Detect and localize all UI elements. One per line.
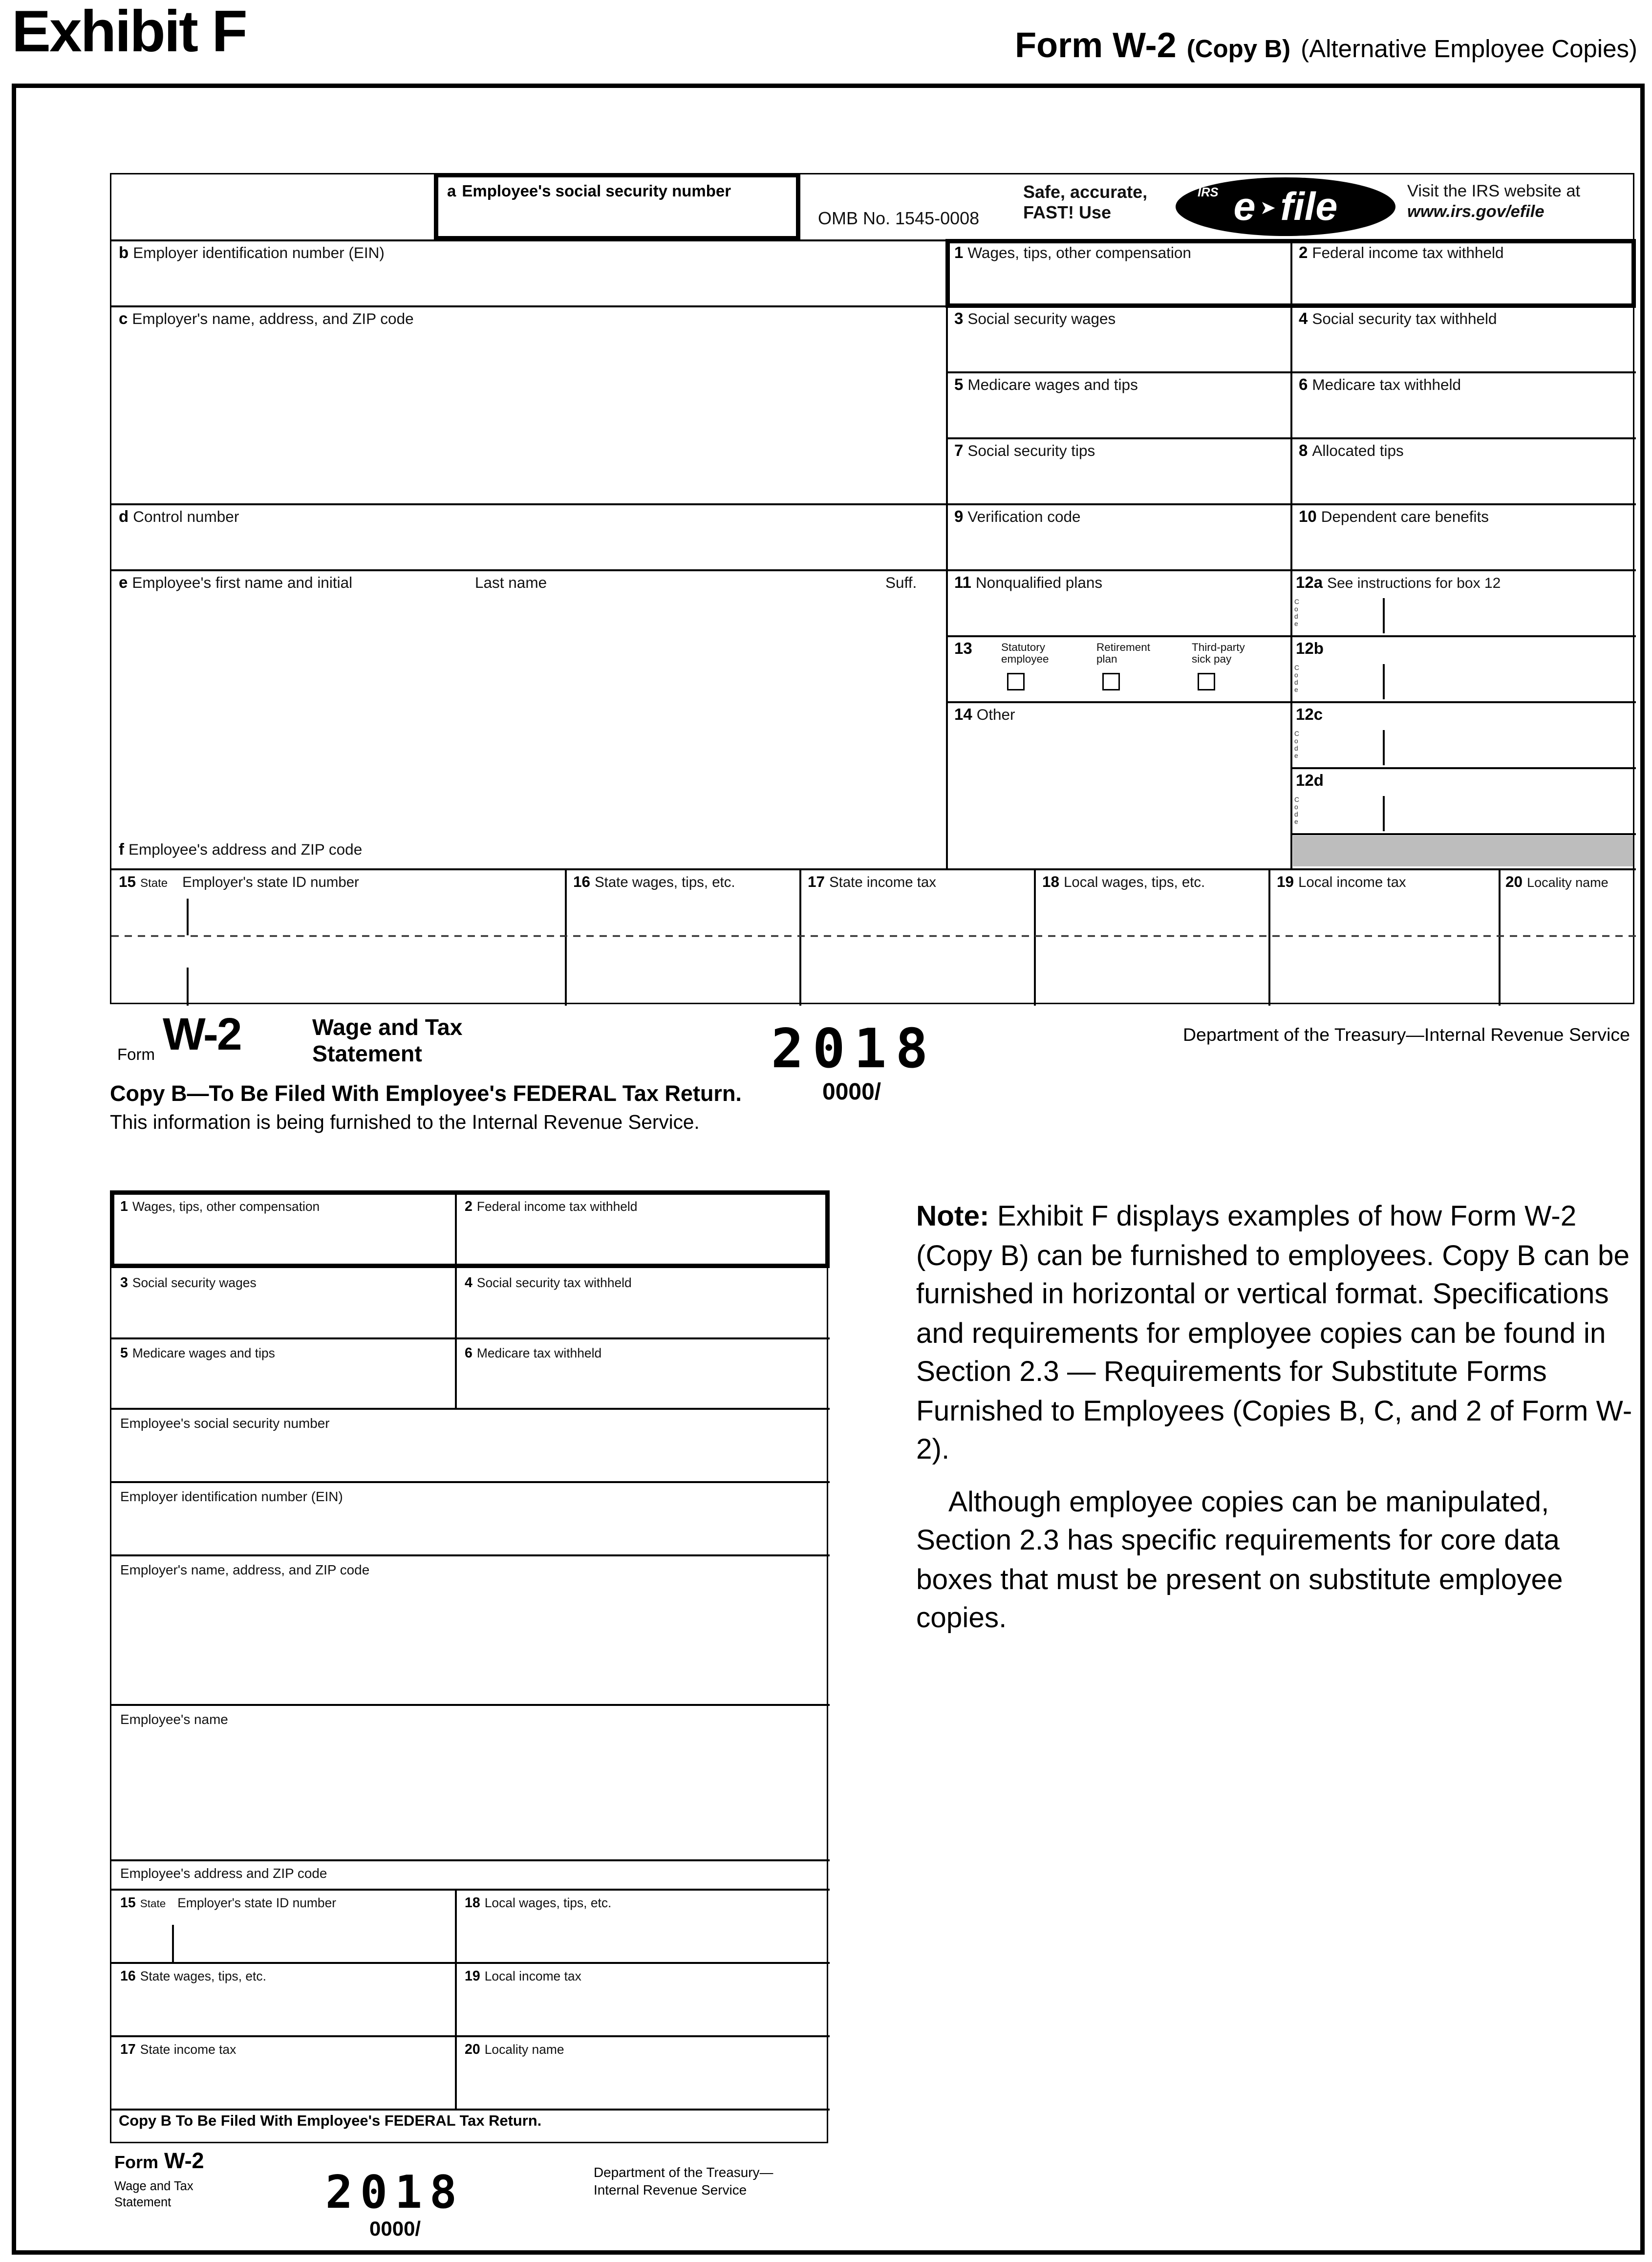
- box-label: Nonqualified plans: [975, 575, 1103, 592]
- box-12a: [1296, 575, 1501, 594]
- box-12c-code-label: C o d e: [1294, 730, 1299, 759]
- box-number: 17: [808, 874, 825, 891]
- box-number: 10: [1299, 509, 1317, 526]
- box-number: 12c: [1296, 707, 1323, 724]
- box-number: 4: [1299, 311, 1308, 328]
- note-text: [916, 1198, 1634, 1638]
- w2-vertical-form: [110, 1190, 828, 2143]
- efile-e: e: [1233, 184, 1256, 228]
- box-6: [465, 1346, 601, 1362]
- box-label: Allocated tips: [1312, 443, 1404, 460]
- retirement-plan-label: Retirement plan: [1096, 641, 1151, 666]
- box-number: 12d: [1296, 773, 1324, 790]
- wage-tax-statement: Wage and Tax Statement: [114, 2178, 193, 2209]
- page-header: [1015, 26, 1637, 67]
- box-label: Local income tax: [484, 1969, 581, 1983]
- visit-line1: Visit the IRS website at: [1407, 183, 1581, 201]
- box-label: Wages, tips, other compensation: [967, 245, 1191, 262]
- box-c-employer: [119, 311, 414, 328]
- copy-b-statement: Copy B—To Be Filed With Employee's FEDERAL Tax Return.: [110, 1082, 742, 1107]
- box-d-control: [119, 509, 239, 526]
- retirement-plan-checkbox: [1102, 673, 1120, 690]
- box-15: [120, 1896, 336, 1912]
- box-label: Federal income tax withheld: [476, 1199, 638, 1214]
- box-18: [1042, 874, 1205, 893]
- box-label: Employee's social security number: [462, 183, 731, 201]
- box-label: Social security tax withheld: [1312, 311, 1497, 328]
- box-6: [1299, 377, 1461, 394]
- box-label: State wages, tips, etc.: [595, 875, 735, 891]
- box-b-ein: [119, 245, 385, 262]
- box-number: 19: [1277, 874, 1294, 891]
- tagline-line2: FAST! Use: [1023, 202, 1112, 223]
- ssn-label: Employee's social security number: [120, 1416, 330, 1431]
- box-number: 12a: [1296, 575, 1323, 592]
- box-15: [119, 874, 359, 893]
- box-label: Locality name: [1527, 875, 1609, 890]
- tax-year: 2018: [325, 2167, 464, 2219]
- employee-address-label: Employee's address and ZIP code: [120, 1866, 327, 1881]
- box-label: See instructions for box 12: [1327, 576, 1501, 592]
- box-letter: e: [119, 575, 128, 592]
- form-word: Form: [117, 1047, 155, 1064]
- omb-number: OMB No. 1545-0008: [818, 208, 980, 229]
- box-12d: [1296, 773, 1328, 790]
- box-7: [954, 443, 1095, 460]
- third-party-sick-pay-checkbox: [1198, 673, 1215, 690]
- box-letter: b: [119, 245, 129, 262]
- box-12d-code-label: C o d e: [1294, 796, 1299, 825]
- box-17: [808, 874, 936, 893]
- box-2: [1299, 245, 1504, 262]
- box-number: 5: [954, 377, 964, 394]
- box-number: 20: [465, 2042, 480, 2058]
- employer-label: Employer's name, address, and ZIP code: [120, 1563, 370, 1577]
- box-number: 18: [465, 1896, 480, 1912]
- statutory-employee-checkbox: [1007, 673, 1025, 690]
- box-label: Employee's address and ZIP code: [129, 841, 363, 859]
- efile-arrow-icon: ➤: [1260, 196, 1276, 218]
- exhibit-title: Exhibit F: [12, 0, 246, 65]
- box-17: [120, 2042, 236, 2058]
- box-14: [954, 707, 1015, 724]
- suffix-label: Suff.: [885, 575, 917, 592]
- last-name-label: Last name: [475, 575, 547, 592]
- box-number: 1: [120, 1199, 128, 1215]
- ein-label: Employer identification number (EIN): [120, 1489, 343, 1504]
- box-number: 16: [573, 874, 591, 891]
- box-12c: [1296, 707, 1327, 724]
- box-label: State wages, tips, etc.: [140, 1969, 266, 1983]
- tagline-line1: Safe, accurate,: [1023, 182, 1148, 202]
- box-number: 18: [1042, 874, 1060, 891]
- box-label: Other: [976, 707, 1015, 724]
- box-19: [465, 1969, 581, 1985]
- irs-url: www.irs.gov/efile: [1407, 203, 1545, 221]
- box-label: State income tax: [829, 875, 937, 891]
- box-5: [954, 377, 1138, 394]
- box-11: [954, 575, 1102, 592]
- box-label: Employer's state ID number: [177, 1896, 337, 1910]
- box-f-address: [119, 841, 362, 859]
- box-label: Medicare tax withheld: [1312, 377, 1461, 394]
- box-label: Local income tax: [1298, 875, 1406, 891]
- irs-logo-text: IRS: [1198, 185, 1219, 199]
- visit-irs-text: [1407, 183, 1580, 223]
- form-grid-lines: [111, 1192, 830, 2145]
- box-label: Employer's name, address, and ZIP code: [132, 311, 414, 328]
- form-w2-mark: W-2: [164, 2149, 204, 2174]
- box-number: 11: [954, 575, 971, 592]
- box-number: 15: [120, 1896, 136, 1912]
- note-paragraph-1: Note: Exhibit F displays examples of how Form W-2 (Copy B) can be furnished to employees. Copy B can be furnished in horizontal or vertical format. Specifications and requirements for employee copies can be found in Section 2.3 — Requirements for Substitute Forms Furnished to Employees (Copies B, C, and 2 of Form W-2).: [916, 1201, 1632, 1466]
- box-label: Federal income tax withheld: [1312, 245, 1504, 262]
- box-number: 16: [120, 1969, 136, 1985]
- cat-number: 0000/: [822, 1080, 881, 1105]
- box-label: Employer's state ID number: [182, 875, 359, 891]
- box-number: 20: [1505, 874, 1523, 891]
- third-party-sick-pay-label: Third-party sick pay: [1192, 641, 1245, 666]
- box-12b: [1296, 641, 1328, 658]
- box-16: [573, 874, 735, 893]
- box-number: 14: [954, 707, 972, 724]
- box-a-ssn: [434, 173, 800, 240]
- box-8: [1299, 443, 1404, 460]
- box-number: 17: [120, 2042, 136, 2058]
- box-letter: a: [447, 183, 456, 201]
- form-w2-mark: W-2: [163, 1009, 241, 1060]
- furnished-statement: This information is being furnished to the Internal Revenue Service.: [110, 1111, 700, 1133]
- box-number: 4: [465, 1275, 472, 1292]
- box-9: [954, 509, 1081, 526]
- box-10: [1299, 509, 1489, 526]
- tax-year: 2018: [771, 1017, 937, 1080]
- box-letter: d: [119, 509, 129, 526]
- box-4: [1299, 311, 1497, 328]
- box-number: 5: [120, 1346, 128, 1362]
- box-number: 8: [1299, 443, 1308, 460]
- box-4: [465, 1275, 632, 1292]
- form-word: Form: [114, 2152, 158, 2173]
- w2-horizontal-form: [110, 173, 1634, 1004]
- box-20: [1505, 874, 1609, 891]
- statutory-employee-label: Statutory employee: [1001, 641, 1049, 666]
- box-label: State income tax: [140, 2042, 236, 2057]
- box-label: Locality name: [484, 2042, 564, 2057]
- treasury-dept-line: Department of the Treasury—Internal Revenue Service: [1182, 1025, 1630, 1045]
- box-16: [120, 1969, 266, 1985]
- copy-b-statement: Copy B To Be Filed With Employee's FEDERAL Tax Return.: [119, 2114, 542, 2130]
- header-form-title: Form W-2: [1015, 26, 1177, 66]
- box-number: 3: [954, 311, 964, 328]
- box-number: 6: [465, 1346, 472, 1362]
- efile-tagline: [1023, 182, 1147, 223]
- box-label: Social security tips: [967, 443, 1095, 460]
- box-3: [120, 1275, 257, 1292]
- box-20: [465, 2042, 564, 2058]
- state-label: State: [140, 1897, 166, 1910]
- treasury-dept-line: Department of the Treasury— Internal Revenue Service: [594, 2165, 773, 2197]
- box-number: 2: [465, 1199, 472, 1215]
- box-number: 15: [119, 874, 136, 891]
- box-number: 3: [120, 1275, 128, 1292]
- box-1: [120, 1199, 320, 1215]
- employee-name-label: Employee's name: [120, 1712, 228, 1727]
- box-number: 2: [1299, 245, 1308, 262]
- box-2: [465, 1199, 637, 1215]
- note-label: Note:: [916, 1201, 989, 1233]
- box-label: Medicare wages and tips: [967, 377, 1138, 394]
- wage-tax-statement: Wage and Tax Statement: [312, 1016, 463, 1067]
- box-number: 1: [954, 245, 964, 262]
- box-label: Local wages, tips, etc.: [1064, 875, 1205, 891]
- box-label: Medicare tax withheld: [476, 1346, 602, 1360]
- box-label: Control number: [133, 509, 239, 526]
- box-number: 12b: [1296, 641, 1324, 658]
- box-label: Dependent care benefits: [1321, 509, 1489, 526]
- box-3: [954, 311, 1116, 328]
- box-label: Social security wages: [967, 311, 1116, 328]
- box-1: [954, 245, 1191, 262]
- header-alt-label: (Alternative Employee Copies): [1301, 35, 1637, 63]
- box-label: Wages, tips, other compensation: [132, 1199, 320, 1214]
- box-e-name: [119, 575, 352, 592]
- efile-file: file: [1280, 184, 1338, 228]
- box-number: 19: [465, 1969, 480, 1985]
- box-19: [1277, 874, 1406, 893]
- box-12a-code-label: C o d e: [1294, 598, 1299, 627]
- note-paragraph-2: Although employee copies can be manipulated, Section 2.3 has specific requirements for core data boxes that must be present on substitute employee copies.: [916, 1486, 1563, 1635]
- box-number: 6: [1299, 377, 1308, 394]
- box-label: Employer identification number (EIN): [133, 245, 385, 262]
- box-5: [120, 1346, 275, 1362]
- box-number: 7: [954, 443, 964, 460]
- cat-number: 0000/: [369, 2217, 421, 2240]
- box-12b-code-label: C o d e: [1294, 664, 1299, 693]
- header-copy-label: (Copy B): [1186, 35, 1291, 63]
- box-letter: f: [119, 841, 125, 859]
- irs-efile-logo: [1176, 177, 1395, 236]
- box-label: Local wages, tips, etc.: [484, 1896, 612, 1910]
- box-label: Social security tax withheld: [476, 1275, 632, 1290]
- box-13: [954, 641, 977, 658]
- box-label: Verification code: [967, 509, 1081, 526]
- box-letter: c: [119, 311, 128, 328]
- shaded-area: [1293, 836, 1633, 866]
- box-label: Medicare wages and tips: [132, 1346, 275, 1360]
- box-label: Employee's first name and initial: [132, 575, 353, 592]
- box-18: [465, 1896, 611, 1912]
- box-number: 9: [954, 509, 964, 526]
- state-label: State: [140, 877, 168, 890]
- box-number: 13: [954, 641, 972, 658]
- box-label: Social security wages: [132, 1275, 257, 1290]
